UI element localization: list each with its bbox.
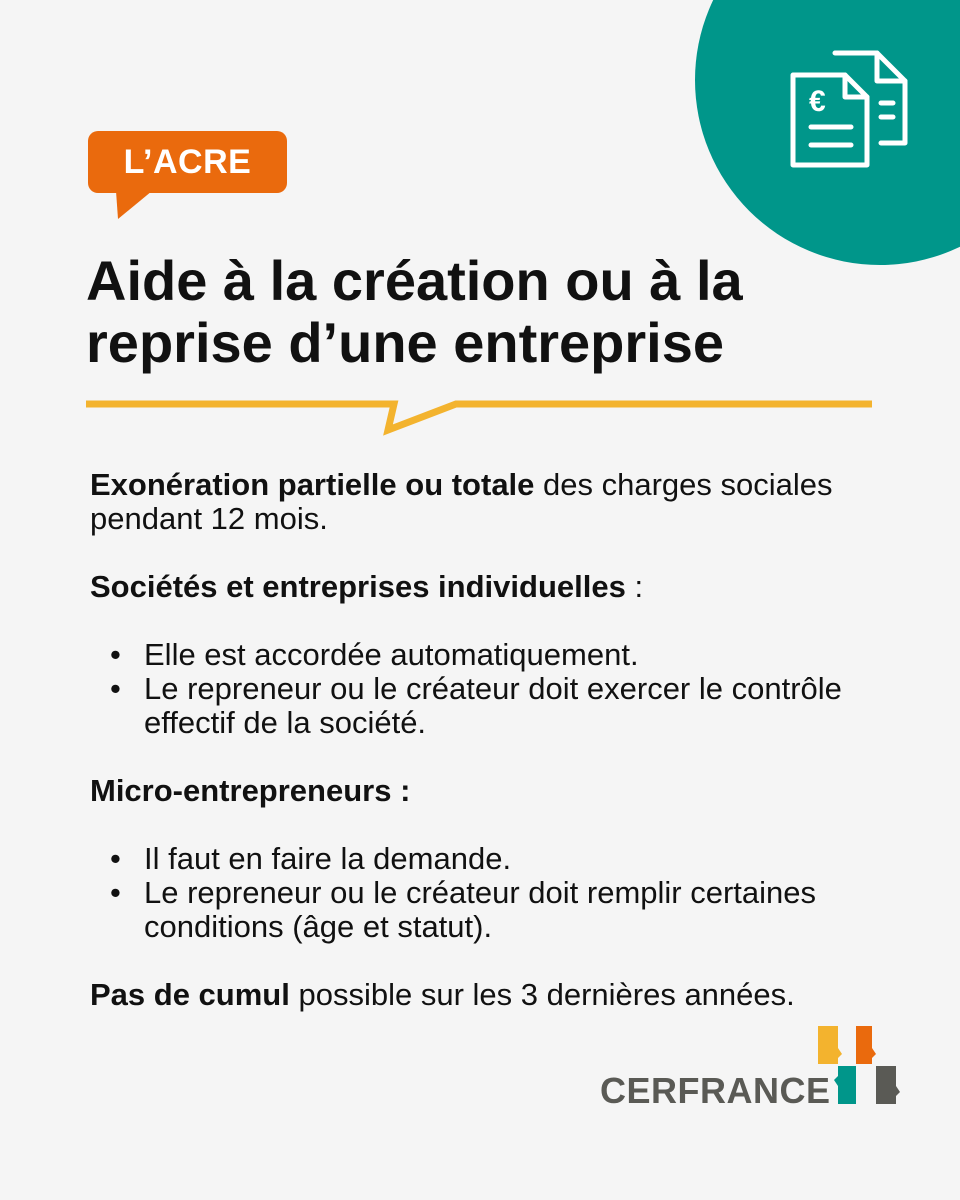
bullet-list-micro xyxy=(90,842,880,944)
intro-rest: des charges sociales pendant 12 mois. xyxy=(90,467,833,536)
list-item: • Elle est accordée automatiquement. xyxy=(90,638,880,672)
topic-tag xyxy=(88,131,287,193)
closing-bold: Pas de cumul xyxy=(90,977,290,1012)
closing-rest: possible sur les 3 dernières années. xyxy=(289,977,795,1012)
list-item: • Il faut en faire la demande. xyxy=(90,842,880,876)
cerfrance-logo xyxy=(600,1022,910,1112)
page-title: Aide à la création ou à la reprise d’une entreprise xyxy=(86,249,743,374)
topic-tag-label: L’ACRE xyxy=(88,131,287,193)
section-heading-societes: Sociétés et entreprises individuelles : xyxy=(90,569,644,604)
closing-paragraph xyxy=(90,978,880,1012)
tag-speech-tail xyxy=(116,191,152,219)
list-item: • Le repreneur ou le créateur doit remplir certaines conditions (âge et statut). xyxy=(90,876,880,944)
intro-paragraph xyxy=(90,468,880,536)
logo-mark-icon xyxy=(816,1022,906,1108)
bullet-list-societes xyxy=(90,638,880,740)
section-heading-micro: Micro-entrepreneurs : xyxy=(90,773,411,808)
intro-bold: Exonération partielle ou totale xyxy=(90,467,535,502)
list-item: • Le repreneur ou le créateur doit exercer le contrôle effectif de la société. xyxy=(90,672,880,740)
euro-symbol: € xyxy=(809,85,826,118)
document-euro-icon xyxy=(785,45,915,170)
main-content xyxy=(90,468,880,1012)
logo-text: CERFRANCE xyxy=(600,1070,831,1111)
title-underline xyxy=(86,398,872,436)
